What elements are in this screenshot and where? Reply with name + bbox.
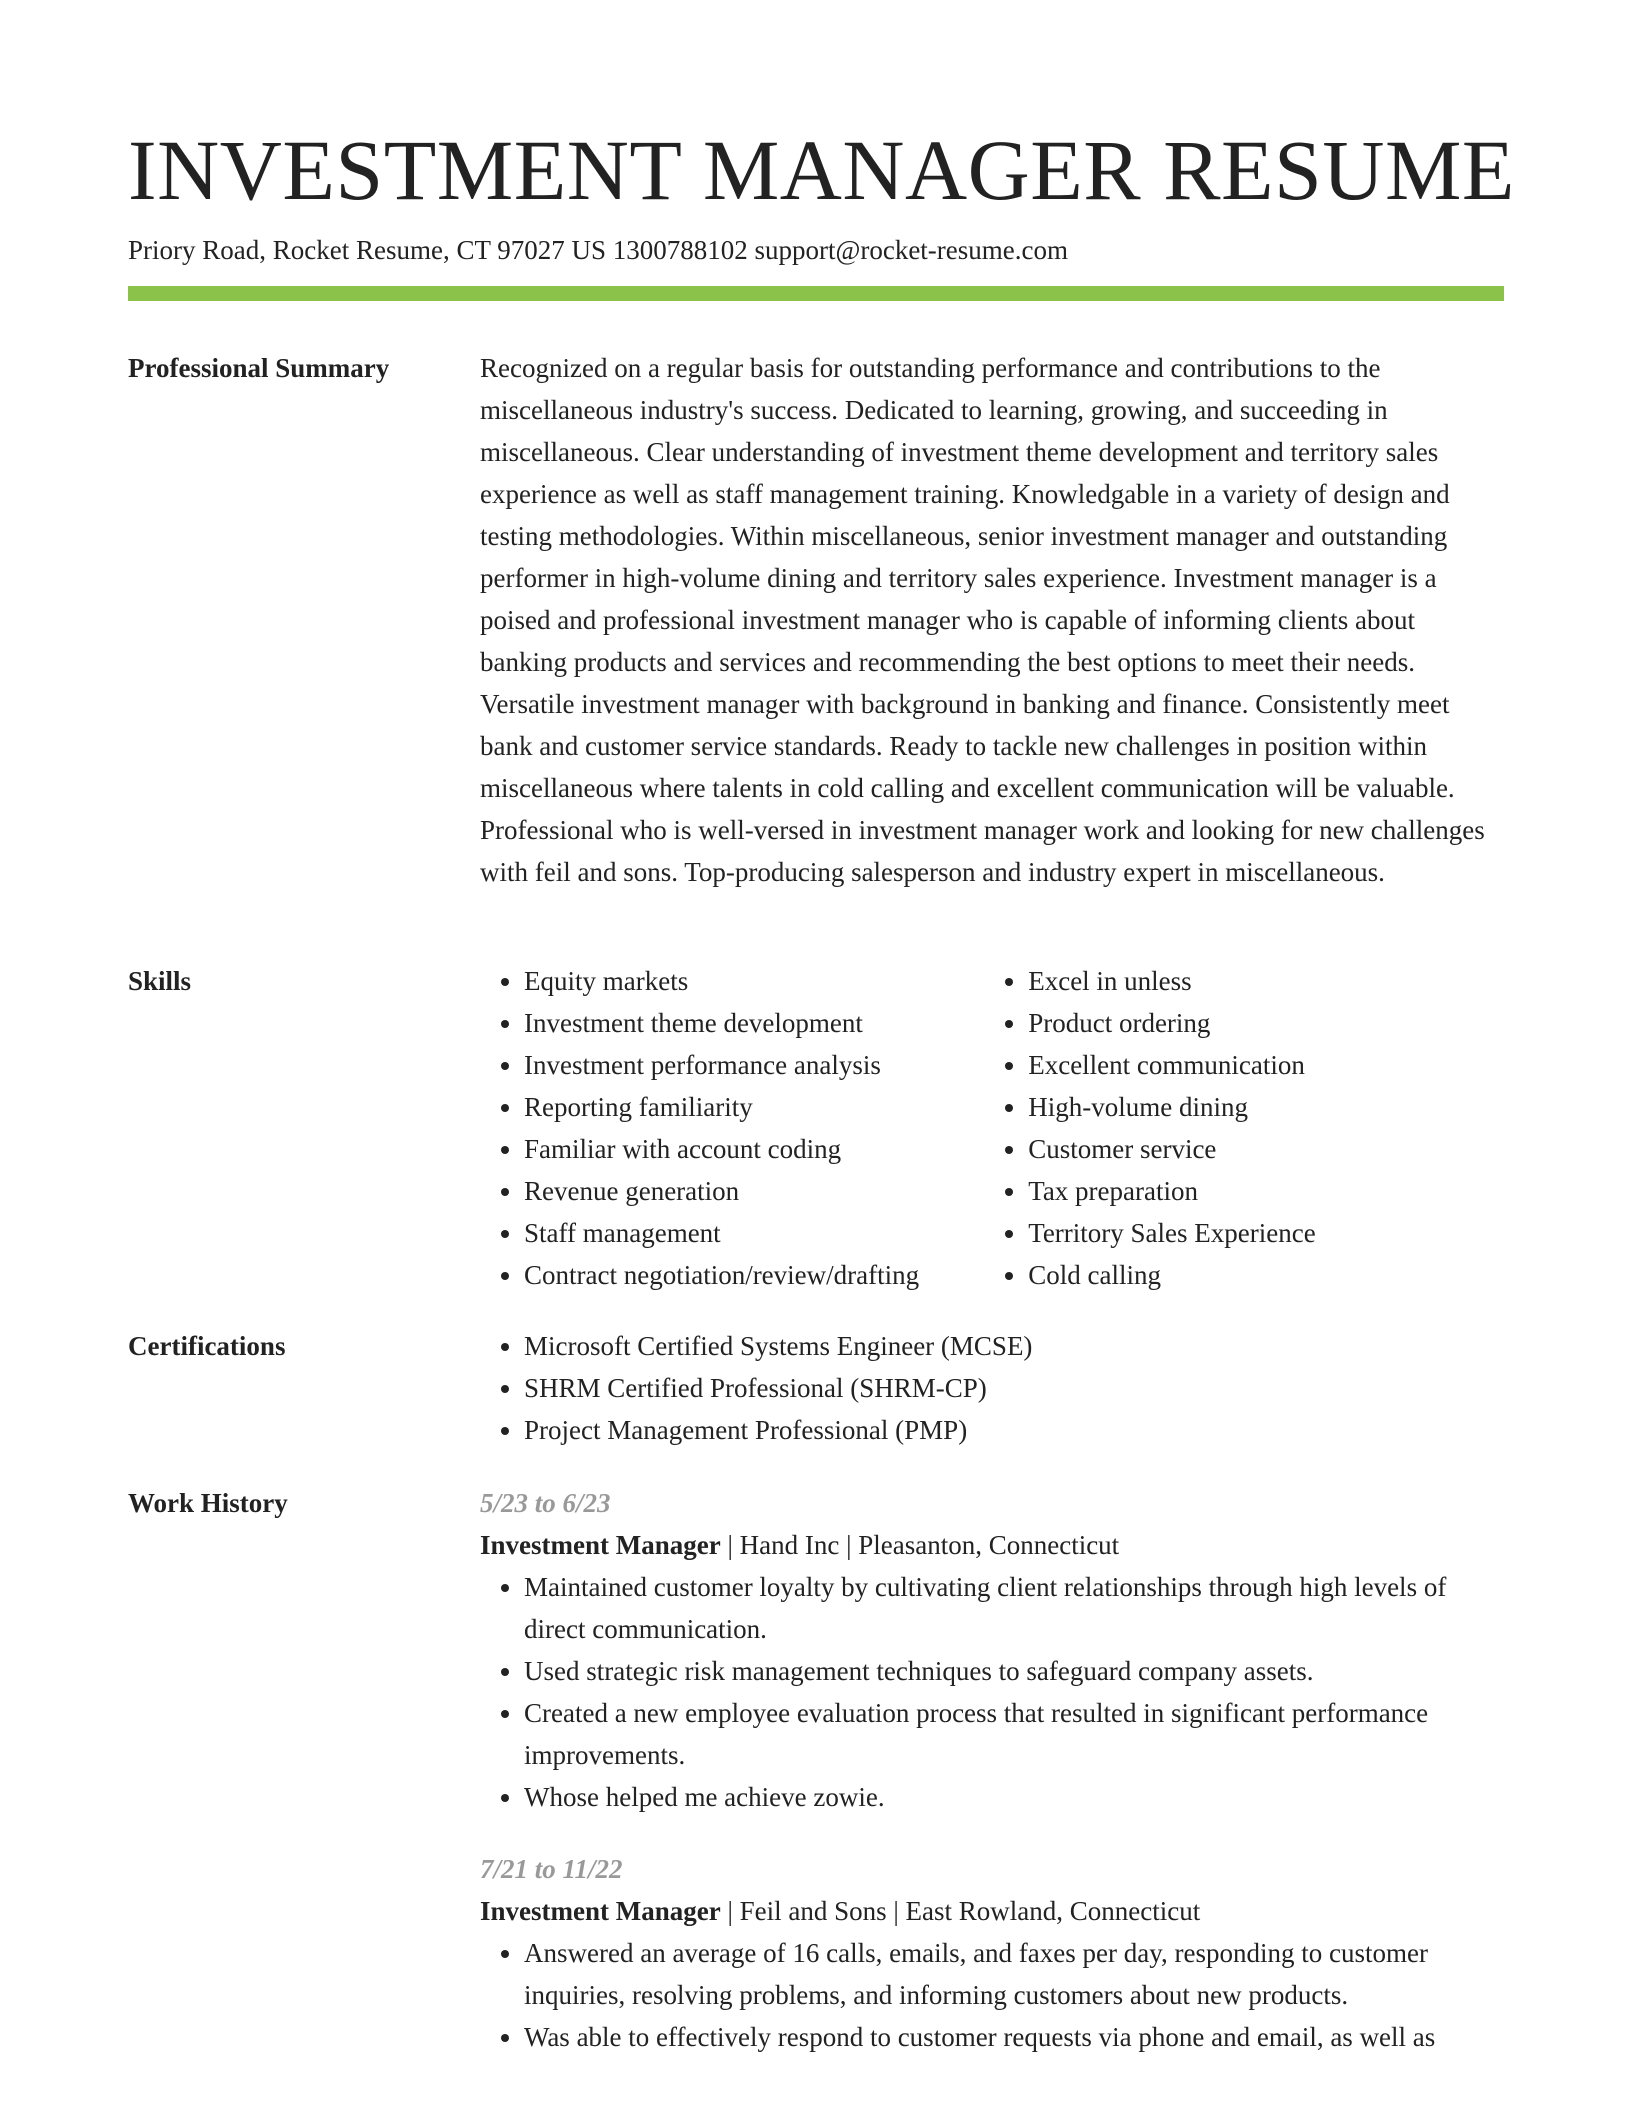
skills-column-2: [984, 960, 1504, 1296]
skill-item: • Investment performance analysis: [524, 1044, 984, 1086]
skill-item: • Reporting familiarity: [524, 1086, 984, 1128]
job-title: Investment Manager: [480, 1530, 721, 1560]
skills-body: [480, 960, 1504, 1296]
job-dates: 7/21 to 11/22: [480, 1854, 623, 1884]
work-history-body: [480, 1482, 1504, 2058]
skill-item: • Excel in unless: [1028, 960, 1504, 1002]
section-label-skills: Skills: [128, 966, 192, 996]
skill-item: • Territory Sales Experience: [1028, 1212, 1504, 1254]
job-entry: [480, 1848, 1504, 2058]
summary-body: [480, 347, 1504, 893]
skill-item: • High-volume dining: [1028, 1086, 1504, 1128]
job-entry: [480, 1482, 1504, 1818]
job-bullet: • Used strategic risk management techniques to safeguard company assets.: [524, 1650, 1504, 1692]
certifications-body: [480, 1325, 1504, 1451]
section-label-summary: Professional Summary: [128, 353, 390, 383]
skill-item: • Investment theme development: [524, 1002, 984, 1044]
job-heading: [480, 1890, 1504, 1932]
skill-item: • Contract negotiation/review/drafting: [524, 1254, 984, 1296]
section-label-work-history: Work History: [128, 1488, 288, 1518]
job-heading: [480, 1524, 1504, 1566]
contact-info: Priory Road, Rocket Resume, CT 97027 US 1300788102 support@rocket-resume.com: [128, 235, 1069, 265]
resume-title: INVESTMENT MANAGER RESUME: [128, 122, 1515, 218]
skill-item: • Cold calling: [1028, 1254, 1504, 1296]
job-bullet: • Answered an average of 16 calls, emails, and faxes per day, responding to customer inquiries, resolving problems, and informing customers about new products.: [524, 1932, 1504, 2016]
job-bullets: [480, 1566, 1504, 1818]
accent-divider: [128, 286, 1504, 301]
skill-item: • Revenue generation: [524, 1170, 984, 1212]
skill-item: • Tax preparation: [1028, 1170, 1504, 1212]
skill-item: • Familiar with account coding: [524, 1128, 984, 1170]
certification-item: • Microsoft Certified Systems Engineer (MCSE): [524, 1325, 1504, 1367]
job-bullets: [480, 1932, 1504, 2058]
skills-column-1: [480, 960, 984, 1296]
certifications-list: [480, 1325, 1504, 1451]
job-title: Investment Manager: [480, 1896, 721, 1926]
skill-item: • Staff management: [524, 1212, 984, 1254]
job-bullet: • Was able to effectively respond to customer requests via phone and email, as well as: [524, 2016, 1504, 2058]
skill-item: • Customer service: [1028, 1128, 1504, 1170]
skill-item: • Excellent communication: [1028, 1044, 1504, 1086]
skills-columns: [480, 960, 1504, 1296]
summary-text: Recognized on a regular basis for outstanding performance and contributions to the miscellaneous industry's success. Dedicated to learning, growing, and succeeding in miscellaneous. Clear understanding of investment theme development and territory sales experience as well as staff management training. Knowledgable in a variety of design and testing methodologies. Within miscellaneous, senior investment manager and outstanding performer in high-volume dining and territory sales experience. Investment manager is a poised and professional investment manager who is capable of informing clients about banking products and services and recommending the best options to meet their needs. Versatile investment manager with background in banking and finance. Consistently meet bank and customer service standards. Ready to tackle new challenges in position within miscellaneous where talents in cold calling and excellent communication will be valuable. Professional who is well-versed in investment manager work and looking for new challenges with feil and sons. Top-producing salesperson and industry expert in miscellaneous.: [480, 353, 1485, 887]
job-bullet: • Whose helped me achieve zowie.: [524, 1776, 1504, 1818]
job-dates: 5/23 to 6/23: [480, 1488, 611, 1518]
section-label-certifications: Certifications: [128, 1331, 286, 1361]
skill-item: • Equity markets: [524, 960, 984, 1002]
certification-item: • Project Management Professional (PMP): [524, 1409, 1504, 1451]
certification-item: • SHRM Certified Professional (SHRM-CP): [524, 1367, 1504, 1409]
skill-item: • Product ordering: [1028, 1002, 1504, 1044]
job-bullet: • Created a new employee evaluation process that resulted in significant performance improvements.: [524, 1692, 1504, 1776]
job-bullet: • Maintained customer loyalty by cultivating client relationships through high levels of direct communication.: [524, 1566, 1504, 1650]
job-details: | Hand Inc | Pleasanton, Connecticut: [720, 1530, 1120, 1560]
job-details: | Feil and Sons | East Rowland, Connecticut: [720, 1896, 1201, 1926]
